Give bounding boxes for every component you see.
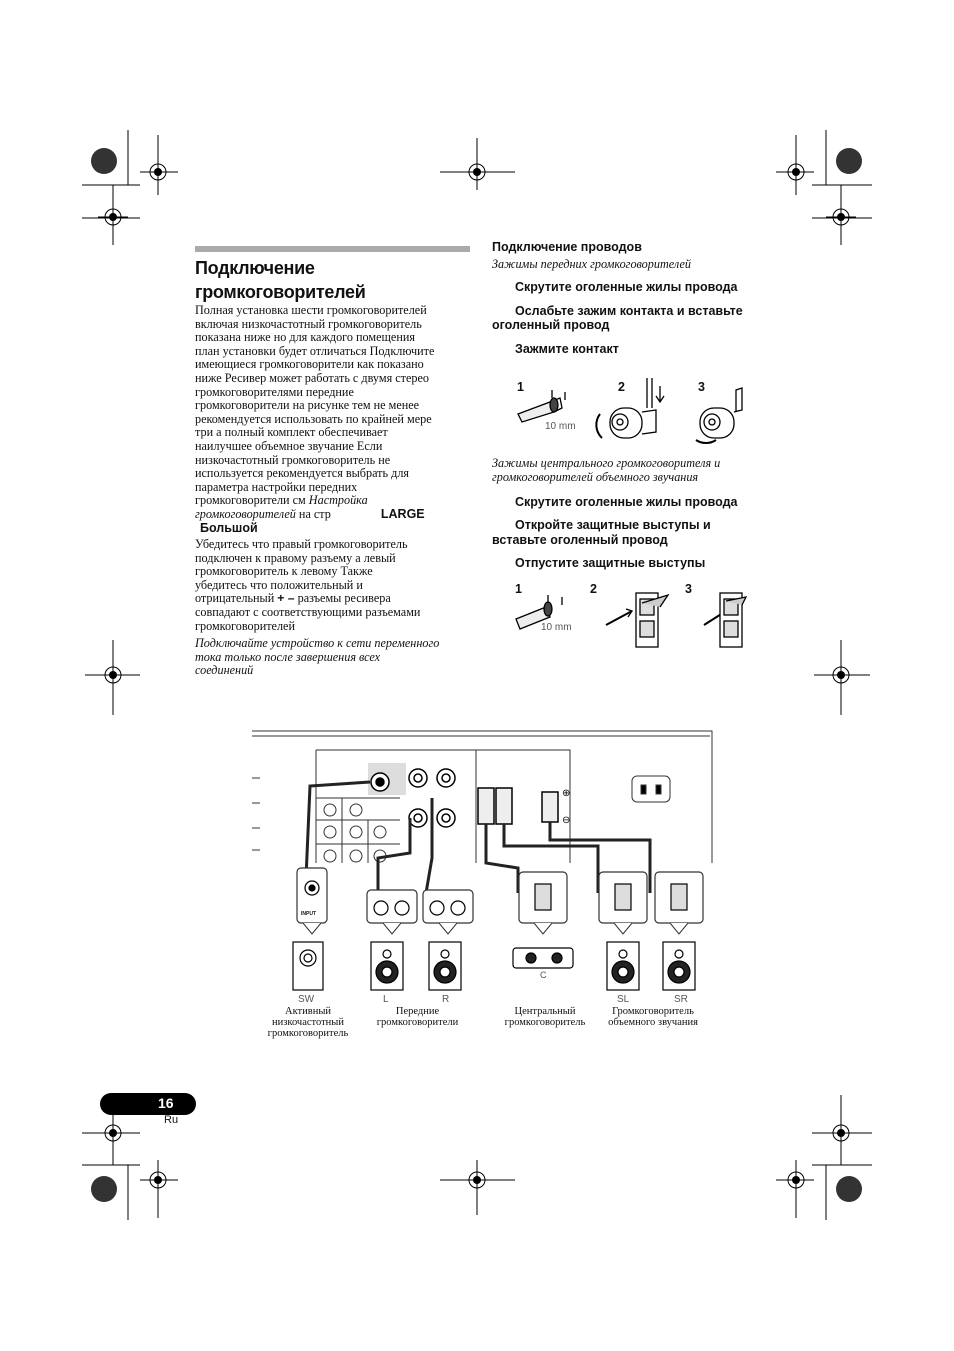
- speaker-connectors: [285, 860, 735, 995]
- polarity-line: громкоговорителей: [195, 618, 295, 633]
- fig2-num-3: 3: [685, 582, 692, 596]
- center-code: C: [540, 970, 547, 980]
- note-line: соединений: [195, 663, 254, 678]
- intro-paragraph: [195, 304, 475, 535]
- polarity-paragraph: [195, 538, 475, 633]
- intro-line: имеющиеся громкоговорители как показано: [195, 357, 424, 372]
- caption-line: громкоговоритель: [504, 1017, 586, 1028]
- caption-line: Передние: [395, 1006, 440, 1017]
- intro-line: [195, 494, 475, 508]
- text-run: громкоговорители см: [195, 493, 309, 508]
- polarity-line: совпадают с соответствующими разъемами: [195, 604, 421, 619]
- front-terminal-figure: [510, 378, 760, 448]
- text-run: разъемы ресивера: [294, 591, 391, 606]
- language-code: Ru: [164, 1114, 179, 1126]
- center-step-2: Откройте защитные выступы и: [515, 518, 711, 532]
- intro-line: [195, 508, 475, 522]
- intro-line: рекомендуется использовать по крайней мере: [195, 411, 432, 426]
- polarity-line: Убедитесь что правый громкоговоритель: [195, 537, 408, 551]
- large-setting: LARGE: [380, 506, 425, 521]
- caption-line: громкоговоритель: [267, 1028, 349, 1039]
- intro-line: низкочастотный громкоговоритель не: [195, 452, 391, 467]
- title-line-2: громкоговорителей: [195, 282, 366, 302]
- center-step-2b: вставьте оголенный провод: [492, 533, 668, 547]
- subwoofer-caption: [258, 1006, 358, 1039]
- intro-line: план установки будет отличаться Подключите: [195, 343, 435, 358]
- note-line: Подключайте устройство к сети переменного: [195, 636, 440, 650]
- caption-line: Активный: [284, 1006, 331, 1017]
- polarity-line: громкоговоритель к левому Также: [195, 564, 373, 579]
- intro-line: наилучшее объемное звучание Если: [195, 438, 383, 453]
- caption-line: громкоговорители: [376, 1017, 459, 1028]
- center-terminals-label-1: Зажимы центрального громкоговорителя и: [492, 456, 721, 470]
- intro-line: параметра настройки передних: [195, 479, 358, 494]
- l-code: L: [383, 994, 389, 1005]
- fig2-num-1: 1: [515, 582, 522, 596]
- front-step-3: Зажмите контакт: [515, 342, 619, 356]
- r-code: R: [442, 994, 450, 1005]
- sw-input-label: INPUT: [301, 911, 316, 917]
- page-number: 16: [158, 1095, 174, 1111]
- front-step-2b: оголенный провод: [492, 318, 610, 332]
- caption-line: низкочастотный: [272, 1017, 344, 1028]
- intro-line: громкоговорители на рисунке тем не менее: [195, 398, 420, 413]
- sl-code: SL: [617, 994, 630, 1005]
- polarity-line: [195, 592, 475, 606]
- xref-link: громкоговорителей: [195, 506, 296, 521]
- sw-code: SW: [298, 994, 315, 1005]
- center-terminals-label-2: громкоговорителей объемного звучания: [492, 470, 699, 484]
- svg-text:⊕: ⊕: [562, 788, 571, 799]
- intro-line: включая низкочастотный громкоговоритель: [195, 316, 422, 331]
- polarity-line: подключен к правому разъему а левый: [195, 550, 396, 565]
- warning-note: [195, 637, 480, 678]
- intro-line: три а полный комплект обеспечивает: [195, 425, 388, 440]
- spring-terminal-figure: [510, 585, 760, 650]
- xref-link: Настройка: [308, 493, 368, 508]
- center-step-1: Скрутите оголенные жилы провода: [515, 495, 738, 509]
- fig2-num-2: 2: [590, 582, 597, 596]
- fig1-num-3: 3: [698, 380, 705, 394]
- surround-speakers-caption: [598, 1006, 708, 1028]
- fig2-mm-label: 10 mm: [541, 622, 572, 633]
- title-line-1: Подключение: [195, 258, 315, 278]
- center-speaker-caption: [495, 1006, 595, 1028]
- big-setting: Большой: [200, 520, 258, 535]
- wiring-heading: Подключение проводов: [492, 240, 642, 254]
- text-run: на стр: [295, 506, 331, 521]
- center-step-3: Отпустите защитные выступы: [515, 556, 706, 570]
- caption-line: объемного звучания: [608, 1017, 698, 1028]
- front-speakers-caption: [365, 1006, 470, 1028]
- polarity-line: убедитесь что положительный и: [195, 577, 363, 592]
- intro-line: используется рекомендуется выбрать для: [195, 466, 410, 481]
- sr-code: SR: [674, 994, 688, 1005]
- front-step-1: Скрутите оголенные жилы провода: [515, 280, 738, 294]
- text-run: отрицательный: [195, 591, 278, 606]
- polarity-symbols: + –: [277, 591, 295, 606]
- caption-line: Центральный: [514, 1006, 576, 1017]
- section-rule: [195, 246, 470, 252]
- front-terminals-label: Зажимы передних громкоговорителей: [492, 257, 691, 271]
- caption-line: Громкоговоритель: [612, 1006, 694, 1017]
- page-title: [195, 256, 365, 304]
- fig1-num-2: 2: [618, 380, 625, 394]
- intro-line: ниже Ресивер может работать с двумя стерео: [195, 370, 429, 385]
- note-line: тока только после завершения всех: [195, 649, 381, 664]
- intro-line: громкоговорителями передние: [195, 384, 354, 399]
- page-number-tab: [100, 1093, 196, 1115]
- fig1-num-1: 1: [517, 380, 524, 394]
- intro-line: Полная установка шести громкоговорителей: [195, 303, 427, 317]
- svg-text:⊖: ⊖: [562, 815, 571, 826]
- front-step-2: Ослабьте зажим контакта и вставьте: [515, 304, 743, 318]
- intro-line: показана ниже но для каждого помещения: [195, 330, 415, 345]
- fig1-mm-label: 10 mm: [545, 421, 576, 432]
